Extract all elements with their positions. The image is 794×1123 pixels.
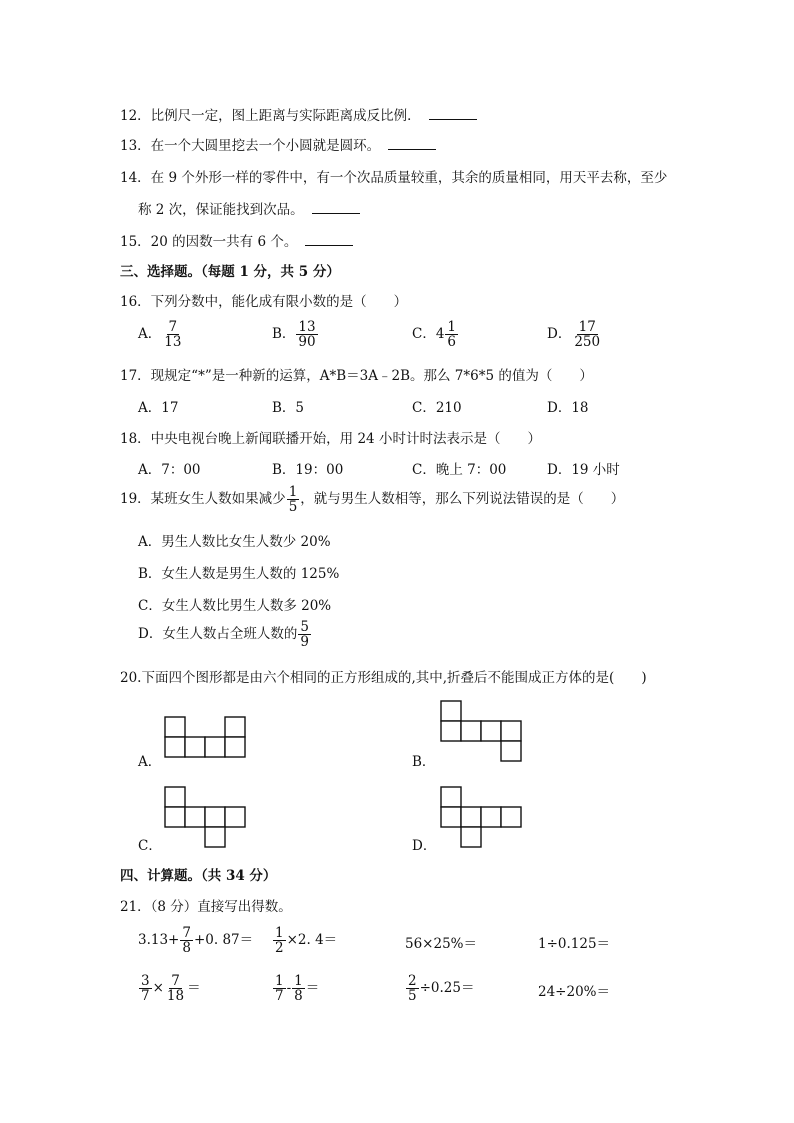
denominator: 90 xyxy=(298,334,316,351)
numerator: 1 xyxy=(275,973,284,989)
question-19-text xyxy=(120,485,624,514)
question-13-text: 13．在一个大圆里挖去一个小圆就是圆环。 xyxy=(120,138,381,154)
numerator: 1 xyxy=(447,319,457,335)
expr-part: ÷0.25＝ xyxy=(419,980,475,997)
fraction xyxy=(273,974,286,1003)
fraction xyxy=(165,974,186,1003)
option-label: A． xyxy=(138,326,162,343)
q20-option-a-label[interactable]: A． xyxy=(138,754,162,770)
question-14-text: 14．在 9 个外形一样的零件中，有一个次品质量较重，其余的质量相同，用天平去称，至少 xyxy=(120,170,668,186)
q17-option-b[interactable]: B．5 xyxy=(272,400,305,416)
calc-expression-1 xyxy=(138,926,253,955)
q16-option-d[interactable] xyxy=(547,320,603,349)
question-14-line1 xyxy=(120,166,667,186)
fraction xyxy=(139,974,152,1003)
net-square xyxy=(165,787,185,807)
net-square xyxy=(501,807,521,827)
calc-expression-4: 1÷0.125＝ xyxy=(538,936,611,952)
net-square xyxy=(441,721,461,741)
operator: - xyxy=(286,980,292,997)
q20-option-c-label[interactable]: C． xyxy=(138,838,162,854)
denominator: 13 xyxy=(164,334,182,351)
denominator: 7 xyxy=(275,988,284,1005)
question-19-post: ，就与男生人数相等，那么下列说法错误的是（ ） xyxy=(300,491,625,508)
net-square xyxy=(205,807,225,827)
question-18-text: 18．中央电视台晚上新闻联播开始，用 24 小时计时法表示是（ ） xyxy=(120,431,541,447)
denominator: 8 xyxy=(182,940,191,957)
q17-option-c[interactable]: C．210 xyxy=(412,400,462,416)
q18-option-d[interactable]: D．19 小时 xyxy=(547,462,620,478)
option-label: D． xyxy=(547,326,572,343)
net-square xyxy=(481,807,501,827)
operator: × xyxy=(152,980,164,997)
question-16-text: 16．下列分数中，能化成有限小数的是（ ） xyxy=(120,294,408,310)
answer-blank[interactable] xyxy=(429,107,477,120)
numerator: 5 xyxy=(300,619,309,635)
net-square xyxy=(481,721,501,741)
q20-option-b-label[interactable]: B． xyxy=(412,754,436,770)
q20-net-c[interactable] xyxy=(160,782,250,852)
fraction xyxy=(287,485,300,514)
q20-option-d-label[interactable]: D． xyxy=(412,838,437,854)
q18-option-a[interactable]: A．7：00 xyxy=(138,462,201,478)
q19-option-d[interactable] xyxy=(138,620,312,649)
net-square xyxy=(205,737,225,757)
net-square xyxy=(185,807,205,827)
net-square xyxy=(185,737,205,757)
question-15-text: 15．20 的因数一共有 6 个。 xyxy=(120,234,298,250)
numerator: 7 xyxy=(168,319,178,335)
answer-blank[interactable] xyxy=(305,233,353,246)
fraction xyxy=(406,974,419,1003)
question-19-pre: 19．某班女生人数如果减少 xyxy=(120,491,286,508)
option-label: C．4 xyxy=(412,326,445,343)
calc-expression-7 xyxy=(405,974,474,1003)
net-square xyxy=(205,827,225,847)
numerator: 13 xyxy=(298,319,316,335)
fraction xyxy=(180,926,193,955)
numerator: 1 xyxy=(294,973,303,989)
net-square xyxy=(225,717,245,737)
fraction xyxy=(162,320,183,349)
expr-part: ＝ xyxy=(187,980,201,997)
option-label: B． xyxy=(272,326,296,343)
option-text: D．女生人数占全班人数的 xyxy=(138,626,298,643)
net-square xyxy=(441,701,461,721)
net-square xyxy=(165,717,185,737)
question-14-text-2: 称 2 次，保证能找到次品。 xyxy=(138,202,304,218)
calc-expression-6 xyxy=(272,974,319,1003)
fraction xyxy=(292,974,305,1003)
denominator: 5 xyxy=(408,988,417,1005)
numerator: 2 xyxy=(408,973,417,989)
numerator: 1 xyxy=(275,925,284,941)
denominator: 7 xyxy=(141,988,150,1005)
calc-expression-3: 56×25%＝ xyxy=(405,936,477,952)
q20-net-a[interactable] xyxy=(160,712,250,762)
denominator: 250 xyxy=(574,334,601,351)
expr-part: 3.13+ xyxy=(138,932,180,949)
expr-part: ＝ xyxy=(305,980,320,997)
q19-option-b[interactable]: B．女生人数是男生人数的 125% xyxy=(138,566,340,582)
q16-option-b[interactable] xyxy=(272,320,319,349)
denominator: 2 xyxy=(275,940,284,957)
q18-option-c[interactable]: C．晚上 7：00 xyxy=(412,462,507,478)
q16-option-c[interactable] xyxy=(412,320,459,349)
net-square xyxy=(501,721,521,741)
fraction xyxy=(445,320,458,349)
net-square xyxy=(461,721,481,741)
denominator: 5 xyxy=(288,499,298,516)
numerator: 3 xyxy=(141,973,150,989)
question-20-text: 20.下面四个图形都是由六个相同的正方形组成的,其中,折叠后不能围成正方体的是( ) xyxy=(120,670,647,686)
expr-part: +0. 87＝ xyxy=(193,932,254,949)
q16-option-a[interactable] xyxy=(138,320,184,349)
denominator: 18 xyxy=(166,988,185,1005)
net-square xyxy=(501,741,521,761)
q19-option-c[interactable]: C．女生人数比男生人数多 20% xyxy=(138,598,332,614)
net-square xyxy=(165,807,185,827)
q18-option-b[interactable]: B．19：00 xyxy=(272,462,344,478)
calc-expression-5 xyxy=(138,974,201,1003)
net-square xyxy=(461,807,481,827)
numerator: 17 xyxy=(578,319,596,335)
q17-option-d[interactable]: D．18 xyxy=(547,400,589,416)
fraction xyxy=(273,926,286,955)
fraction xyxy=(298,620,311,649)
q20-net-d[interactable] xyxy=(436,782,526,852)
denominator: 8 xyxy=(294,988,303,1005)
question-12 xyxy=(120,104,477,124)
question-21-text: 21．（8 分）直接写出得数。 xyxy=(120,899,292,915)
q17-option-a[interactable]: A．17 xyxy=(138,400,179,416)
answer-blank[interactable] xyxy=(388,137,436,150)
denominator: 9 xyxy=(300,634,309,651)
fraction xyxy=(572,320,602,349)
numerator: 7 xyxy=(171,973,180,989)
q19-option-a[interactable]: A．男生人数比女生人数少 20% xyxy=(138,534,331,550)
numerator: 7 xyxy=(182,925,191,941)
calc-expression-2 xyxy=(272,926,337,955)
question-13 xyxy=(120,134,436,154)
answer-blank[interactable] xyxy=(312,201,360,214)
question-14-line2 xyxy=(138,198,360,218)
fraction xyxy=(296,320,317,349)
section-3-title: 三、选择题。（每题 1 分，共 5 分） xyxy=(120,264,340,280)
question-15 xyxy=(120,230,353,250)
numerator: 1 xyxy=(288,484,298,500)
net-square xyxy=(461,827,481,847)
denominator: 6 xyxy=(447,334,457,351)
net-square xyxy=(225,807,245,827)
question-12-text: 12．比例尺一定，图上距离与实际距离成反比例． xyxy=(120,108,421,124)
section-4-title: 四、计算题。（共 34 分） xyxy=(120,868,277,884)
q20-net-b[interactable] xyxy=(436,696,526,766)
calc-expression-8: 24÷20%＝ xyxy=(538,984,610,1000)
net-square xyxy=(441,787,461,807)
net-square xyxy=(165,737,185,757)
expr-part: ×2. 4＝ xyxy=(286,932,338,949)
question-17-text: 17．现规定“*”是一种新的运算，A*B＝3A﹣2B。那么 7*6*5 的值为（ ） xyxy=(120,368,593,384)
net-square xyxy=(225,737,245,757)
net-square xyxy=(441,807,461,827)
